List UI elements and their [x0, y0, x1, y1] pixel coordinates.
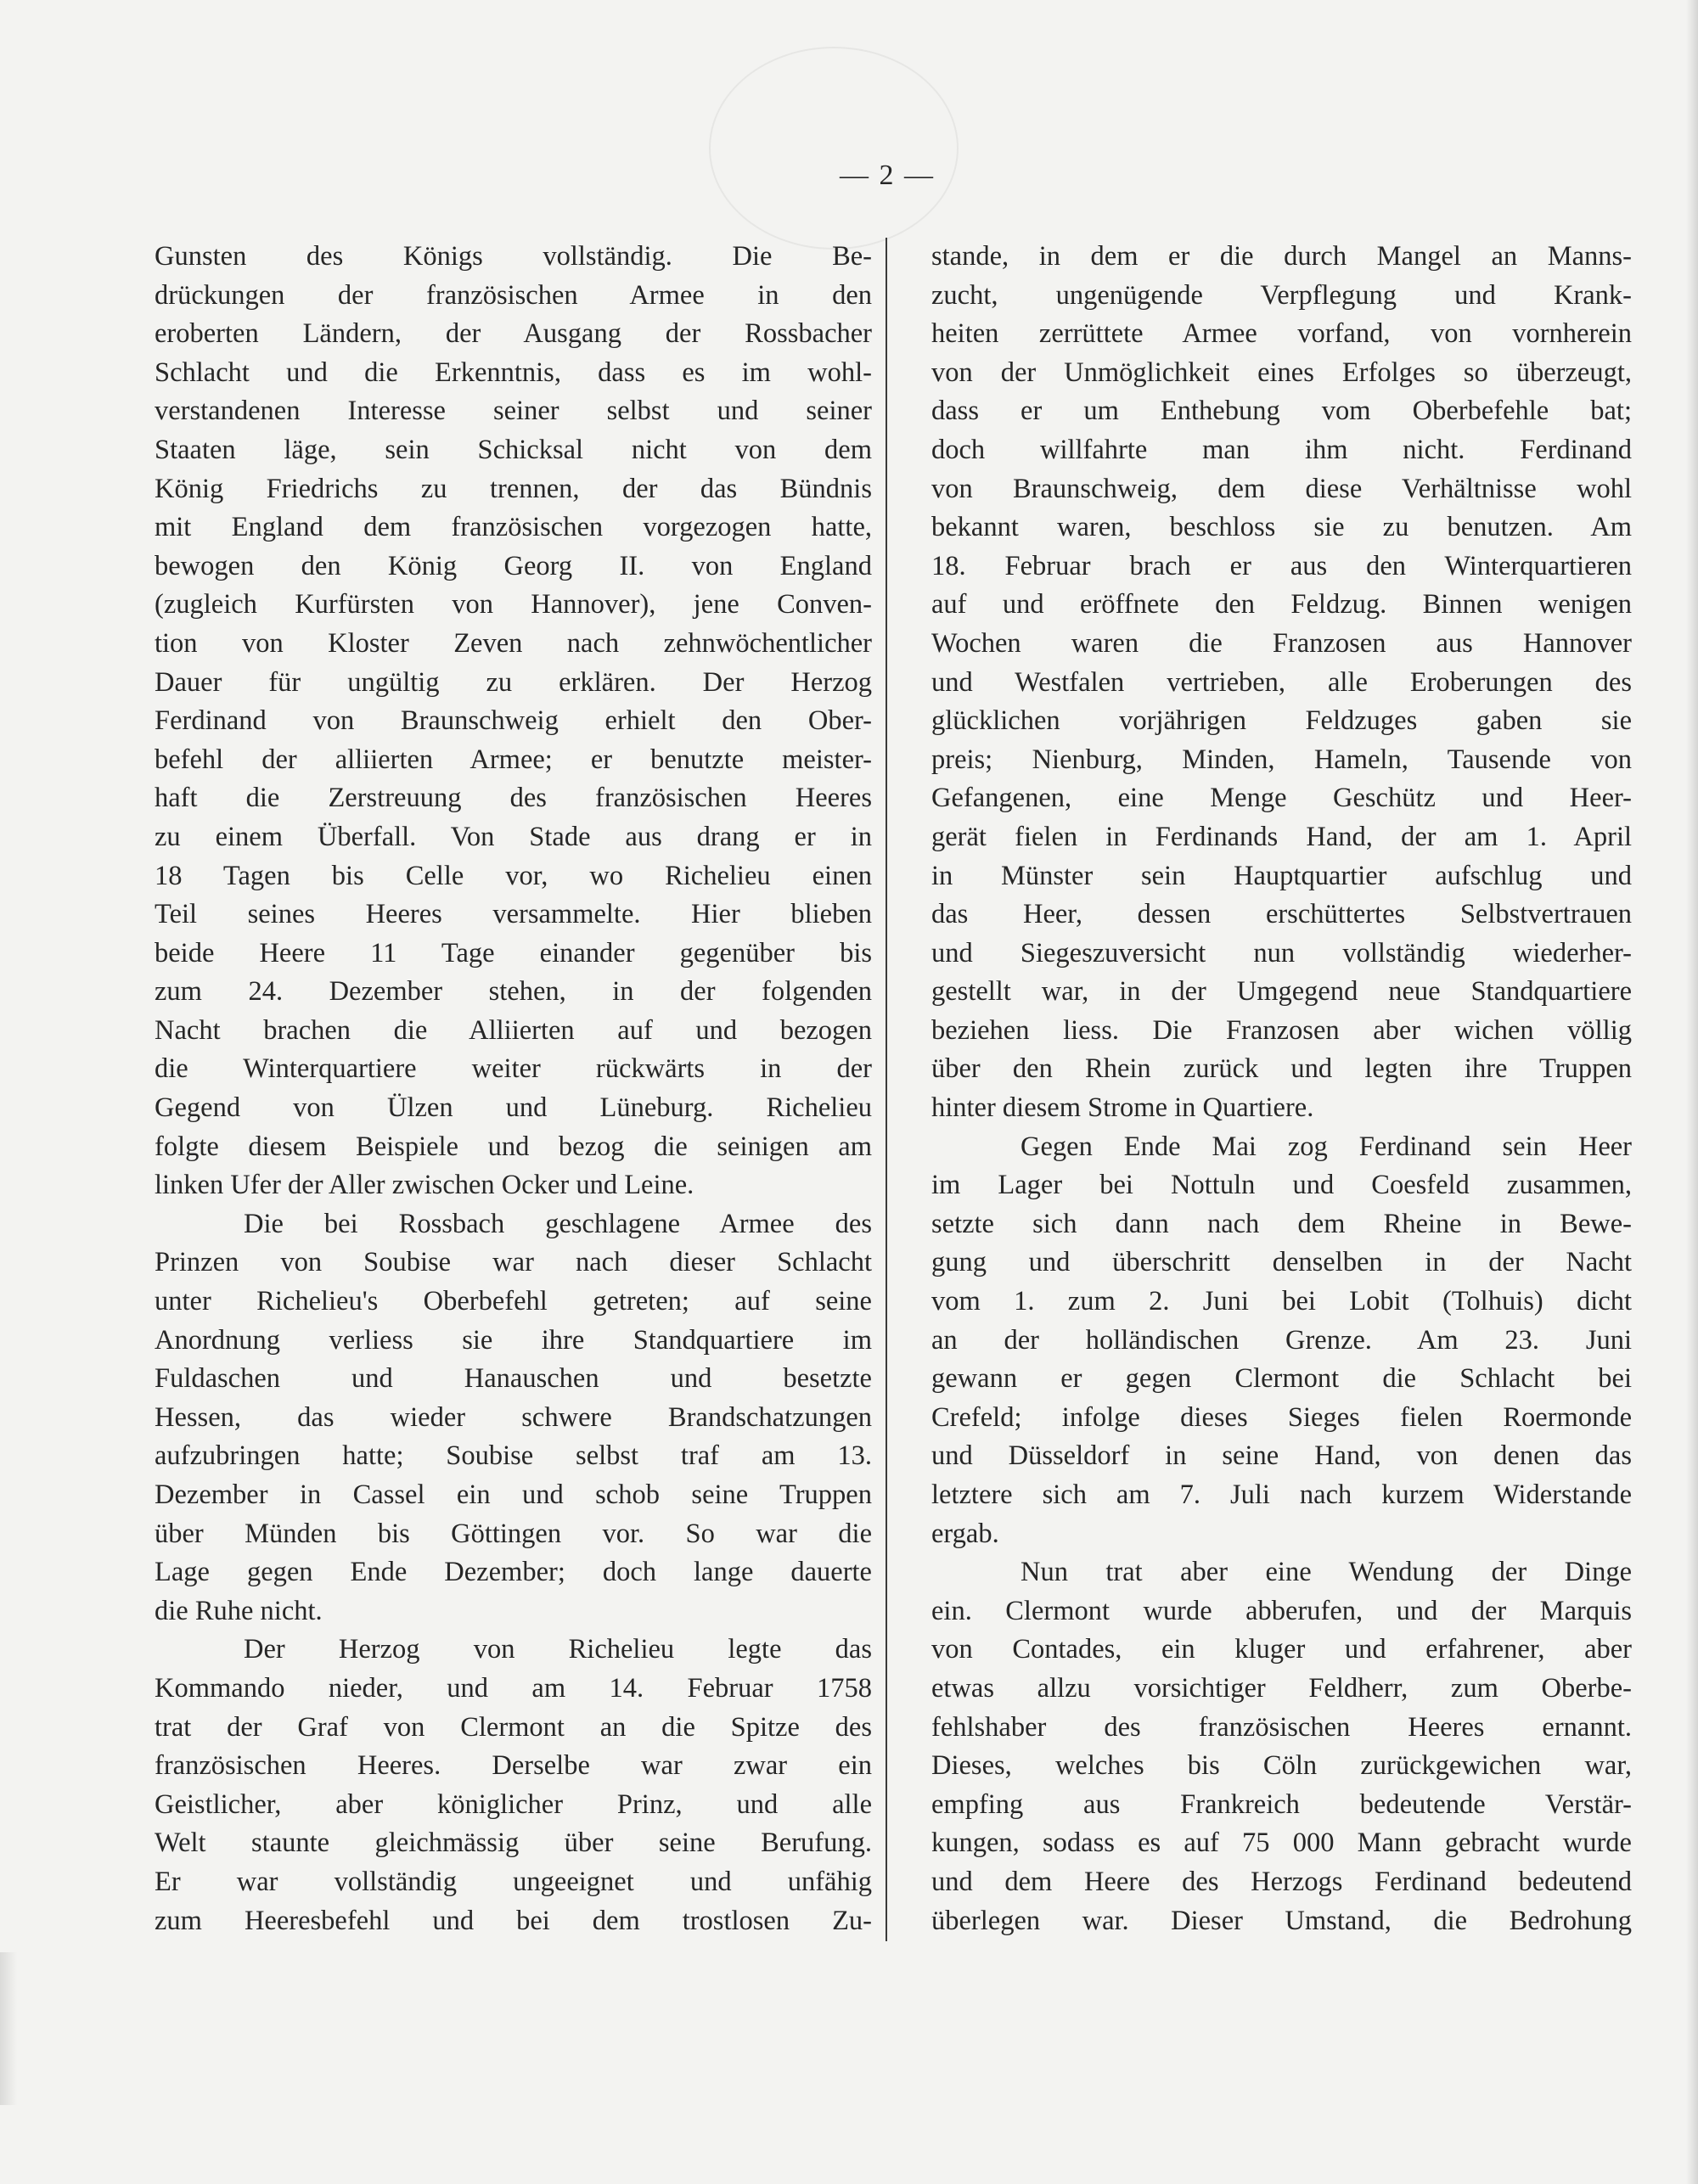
text-line: auf und eröffnete den Feldzug. Binnen wenigen — [931, 589, 1632, 620]
text-line: überlegen war. Dieser Umstand, die Bedrohung — [931, 1905, 1632, 1936]
text-line: stande, in dem er die durch Mangel an Manns- — [931, 241, 1632, 272]
text-line: Dezember in Cassel ein und schob seine Truppen — [155, 1479, 872, 1510]
text-line: Der Herzog von Richelieu legte das — [244, 1634, 872, 1665]
text-line: die Ruhe nicht. — [155, 1595, 323, 1626]
text-line: Gefangenen, eine Menge Geschütz und Heer- — [931, 783, 1632, 814]
text-line: Nun trat aber eine Wendung der Dinge — [1020, 1557, 1632, 1588]
text-line: vom 1. zum 2. Juni bei Lobit (Tolhuis) dicht — [931, 1286, 1632, 1317]
text-line: Nacht brachen die Alliierten auf und bezogen — [155, 1014, 872, 1046]
text-line: befehl der alliierten Armee; er benutzte meister- — [155, 744, 872, 775]
text-line: von der Unmöglichkeit eines Erfolges so überzeugt, — [931, 357, 1632, 388]
text-line: bewogen den König Georg II. von England — [155, 550, 872, 581]
text-line: heiten zerrüttete Armee vorfand, von vornherein — [931, 318, 1632, 350]
text-line: Staaten läge, sein Schicksal nicht von dem — [155, 434, 872, 465]
text-line: kungen, sodass es auf 75 000 Mann gebracht wurde — [931, 1827, 1632, 1859]
text-line: unter Richelieu's Oberbefehl getreten; auf seine — [155, 1286, 872, 1317]
text-line: verstandenen Interesse seiner selbst und seiner — [155, 396, 872, 427]
text-line: drückungen der französischen Armee in den — [155, 279, 872, 311]
text-line: und Düsseldorf in seine Hand, von denen das — [931, 1440, 1632, 1472]
text-line: und Siegeszuversicht nun vollständig wiederher- — [931, 937, 1632, 968]
text-line: über den Rhein zurück und legten ihre Truppen — [931, 1053, 1632, 1085]
text-line: tion von Kloster Zeven nach zehnwöchentlicher — [155, 627, 872, 659]
text-line: aufzubringen hatte; Soubise selbst traf am 13. — [155, 1440, 872, 1472]
text-line: trat der Graf von Clermont an die Spitze des — [155, 1711, 872, 1743]
text-line: von Contades, ein kluger und erfahrener, aber — [931, 1634, 1632, 1665]
text-line: Anordnung verliess sie ihre Standquartiere im — [155, 1324, 872, 1356]
text-line: empfing aus Frankreich bedeutende Verstär- — [931, 1788, 1632, 1820]
text-line: 18 Tagen bis Celle vor, wo Richelieu einen — [155, 860, 872, 891]
text-line: Kommando nieder, und am 14. Februar 1758 — [155, 1672, 872, 1704]
page-edge-shadow — [1686, 0, 1698, 2184]
text-line: Teil seines Heeres versammelte. Hier blieben — [155, 899, 872, 930]
text-line: gerät fielen in Ferdinands Hand, der am 1. April — [931, 821, 1632, 852]
text-line: (zugleich Kurfürsten von Hannover), jene Conven- — [155, 589, 872, 620]
column-divider — [886, 238, 887, 1941]
text-column-left — [155, 238, 872, 1940]
text-line: dass er um Enthebung vom Oberbefehle bat; — [931, 396, 1632, 427]
text-line: preis; Nienburg, Minden, Hameln, Tausende von — [931, 744, 1632, 775]
text-line: eroberten Ländern, der Ausgang der Rossbacher — [155, 318, 872, 350]
text-column-right — [931, 238, 1632, 1940]
text-line: bekannt waren, beschloss sie zu benutzen. Am — [931, 512, 1632, 543]
text-line: letztere sich am 7. Juli nach kurzem Widerstande — [931, 1479, 1632, 1510]
text-line: Er war vollständig ungeeignet und unfähig — [155, 1866, 872, 1897]
text-line: zu einem Überfall. Von Stade aus drang er in — [155, 821, 872, 852]
text-line: linken Ufer der Aller zwischen Ocker und Leine. — [155, 1170, 694, 1201]
text-line: an der holländischen Grenze. Am 23. Juni — [931, 1324, 1632, 1356]
text-line: von Braunschweig, dem diese Verhältnisse wohl — [931, 473, 1632, 504]
text-line: Schlacht und die Erkenntnis, dass es im wohl- — [155, 357, 872, 388]
text-line: Prinzen von Soubise war nach dieser Schlacht — [155, 1247, 872, 1278]
text-line: etwas allzu vorsichtiger Feldherr, zum Oberbe- — [931, 1672, 1632, 1704]
text-line: fehlshaber des französischen Heeres ernannt. — [931, 1711, 1632, 1743]
text-line: beide Heere 11 Tage einander gegenüber bis — [155, 937, 872, 968]
text-line: Die bei Rossbach geschlagene Armee des — [244, 1208, 872, 1239]
text-line: gewann er gegen Clermont die Schlacht bei — [931, 1363, 1632, 1395]
text-line: mit England dem französischen vorgezogen hatte, — [155, 512, 872, 543]
text-line: Ferdinand von Braunschweig erhielt den Ober- — [155, 705, 872, 737]
text-line: Gunsten des Königs vollständig. Die Be- — [155, 241, 872, 272]
text-line: in Münster sein Hauptquartier aufschlug und — [931, 860, 1632, 891]
text-line: französischen Heeres. Derselbe war zwar ein — [155, 1750, 872, 1782]
text-line: Crefeld; infolge dieses Sieges fielen Roermonde — [931, 1401, 1632, 1433]
page-number: — 2 — — [840, 160, 935, 191]
text-line: Fuldaschen und Hanauschen und besetzte — [155, 1363, 872, 1395]
text-line: zum 24. Dezember stehen, in der folgenden — [155, 976, 872, 1008]
text-line: Dieses, welches bis Cöln zurückgewichen war, — [931, 1750, 1632, 1782]
text-line: gestellt war, in der Umgegend neue Standquartiere — [931, 976, 1632, 1008]
text-line: die Winterquartiere weiter rückwärts in der — [155, 1053, 872, 1085]
text-line: hinter diesem Strome in Quartiere. — [931, 1092, 1314, 1124]
text-line: glücklichen vorjährigen Feldzuges gaben sie — [931, 705, 1632, 737]
text-line: Gegen Ende Mai zog Ferdinand sein Heer — [1020, 1131, 1632, 1162]
text-line: über Münden bis Göttingen vor. So war die — [155, 1518, 872, 1549]
text-line: und dem Heere des Herzogs Ferdinand bedeutend — [931, 1866, 1632, 1897]
text-line: ergab. — [931, 1518, 999, 1549]
text-line: 18. Februar brach er aus den Winterquartieren — [931, 550, 1632, 581]
text-line: doch willfahrte man ihm nicht. Ferdinand — [931, 434, 1632, 465]
text-line: setzte sich dann nach dem Rheine in Bewe- — [931, 1208, 1632, 1239]
text-line: zum Heeresbefehl und bei dem trostlosen Zu- — [155, 1905, 872, 1936]
text-line: Welt staunte gleichmässig über seine Berufung. — [155, 1827, 872, 1859]
text-line: Geistlicher, aber königlicher Prinz, und alle — [155, 1788, 872, 1820]
text-line: und Westfalen vertrieben, alle Eroberungen des — [931, 666, 1632, 698]
text-line: Lage gegen Ende Dezember; doch lange dauerte — [155, 1557, 872, 1588]
text-line: zucht, ungenügende Verpflegung und Krank- — [931, 279, 1632, 311]
text-line: Gegend von Ülzen und Lüneburg. Richelieu — [155, 1092, 872, 1124]
text-line: folgte diesem Beispiele und bezog die seinigen am — [155, 1131, 872, 1162]
page-edge-shadow-left — [0, 1952, 17, 2105]
text-line: König Friedrichs zu trennen, der das Bündnis — [155, 473, 872, 504]
text-line: Dauer für ungültig zu erklären. Der Herzog — [155, 666, 872, 698]
text-line: gung und überschritt denselben in der Nacht — [931, 1247, 1632, 1278]
text-line: ein. Clermont wurde abberufen, und der Marquis — [931, 1595, 1632, 1626]
text-line: Hessen, das wieder schwere Brandschatzungen — [155, 1401, 872, 1433]
text-line: Wochen waren die Franzosen aus Hannover — [931, 627, 1632, 659]
text-line: das Heer, dessen erschüttertes Selbstvertrauen — [931, 899, 1632, 930]
text-line: beziehen liess. Die Franzosen aber wichen völlig — [931, 1014, 1632, 1046]
text-line: im Lager bei Nottuln und Coesfeld zusammen, — [931, 1170, 1632, 1201]
text-line: haft die Zerstreuung des französischen Heeres — [155, 783, 872, 814]
faint-library-stamp — [709, 47, 959, 250]
